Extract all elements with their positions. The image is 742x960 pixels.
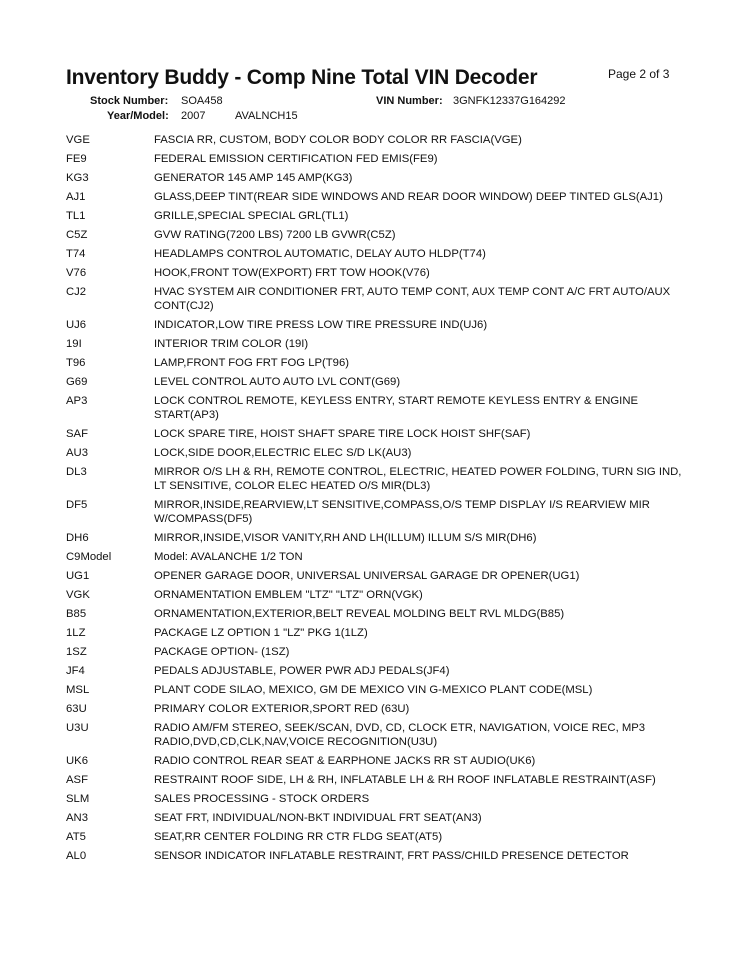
option-description: ORNAMENTATION,EXTERIOR,BELT REVEAL MOLDING BELT RVL MLDG(B85)	[154, 608, 565, 620]
option-description: Model: AVALANCHE 1/2 TON	[154, 551, 303, 563]
option-row	[66, 626, 686, 640]
option-code: MSL	[66, 684, 90, 696]
option-row	[66, 465, 686, 493]
vin-label: VIN Number:	[376, 95, 443, 107]
option-description: LAMP,FRONT FOG FRT FOG LP(T96)	[154, 357, 350, 369]
option-description: MIRROR,INSIDE,VISOR VANITY,RH AND LH(ILLUM) ILLUM S/S MIR(DH6)	[154, 532, 537, 544]
option-description: LOCK,SIDE DOOR,ELECTRIC ELEC S/D LK(AU3)	[154, 447, 412, 459]
option-code: 1LZ	[66, 627, 86, 639]
option-row	[66, 550, 686, 564]
option-row	[66, 171, 686, 185]
year-value: 2007	[181, 110, 206, 122]
option-code: VGK	[66, 589, 90, 601]
option-description: RADIO AM/FM STEREO, SEEK/SCAN, DVD, CD, CLOCK ETR, NAVIGATION, VOICE REC, MP3 RADIO,DVD,CD,CLK,NAV,VOICE RECOGNITION(U3U)	[154, 722, 646, 748]
option-code: ASF	[66, 774, 88, 786]
option-code: DF5	[66, 499, 88, 511]
option-row	[66, 830, 686, 844]
option-row	[66, 446, 686, 460]
option-code: AP3	[66, 395, 88, 407]
option-description: LOCK SPARE TIRE, HOIST SHAFT SPARE TIRE LOCK HOIST SHF(SAF)	[154, 428, 531, 440]
option-description: OPENER GARAGE DOOR, UNIVERSAL UNIVERSAL GARAGE DR OPENER(UG1)	[154, 570, 580, 582]
option-row	[66, 427, 686, 441]
option-code: C5Z	[66, 229, 88, 241]
option-description: GLASS,DEEP TINT(REAR SIDE WINDOWS AND REAR DOOR WINDOW) DEEP TINTED GLS(AJ1)	[154, 191, 663, 203]
option-row	[66, 683, 686, 697]
option-description: MIRROR O/S LH & RH, REMOTE CONTROL, ELECTRIC, HEATED POWER FOLDING, TURN SIG IND, LT SENSITIVE, COLOR ELEC HEATED O/S MIR(DL3)	[154, 466, 682, 492]
option-description: HEADLAMPS CONTROL AUTOMATIC, DELAY AUTO HLDP(T74)	[154, 248, 486, 260]
option-row	[66, 152, 686, 166]
option-description: GRILLE,SPECIAL SPECIAL GRL(TL1)	[154, 210, 349, 222]
option-description: SALES PROCESSING - STOCK ORDERS	[154, 793, 370, 805]
option-code: SLM	[66, 793, 90, 805]
option-code: AL0	[66, 850, 87, 862]
option-code: AN3	[66, 812, 88, 824]
option-row	[66, 773, 686, 787]
option-description: FASCIA RR, CUSTOM, BODY COLOR BODY COLOR RR FASCIA(VGE)	[154, 134, 522, 146]
option-row	[66, 190, 686, 204]
option-description: FEDERAL EMISSION CERTIFICATION FED EMIS(FE9)	[154, 153, 438, 165]
option-description: SENSOR INDICATOR INFLATABLE RESTRAINT, FRT PASS/CHILD PRESENCE DETECTOR	[154, 850, 629, 862]
option-code: 63U	[66, 703, 87, 715]
option-row	[66, 531, 686, 545]
option-row	[66, 247, 686, 261]
option-description: GVW RATING(7200 LBS) 7200 LB GVWR(C5Z)	[154, 229, 396, 241]
option-row	[66, 569, 686, 583]
option-row	[66, 356, 686, 370]
option-row	[66, 588, 686, 602]
stock-label: Stock Number:	[90, 95, 169, 107]
option-code: DH6	[66, 532, 89, 544]
option-row	[66, 721, 686, 749]
option-code: TL1	[66, 210, 86, 222]
option-code-list	[66, 133, 686, 868]
option-code: DL3	[66, 466, 87, 478]
year-label: Year/Model:	[107, 110, 169, 122]
option-description: PEDALS ADJUSTABLE, POWER PWR ADJ PEDALS(JF4)	[154, 665, 450, 677]
option-code: UJ6	[66, 319, 87, 331]
option-description: PRIMARY COLOR EXTERIOR,SPORT RED (63U)	[154, 703, 410, 715]
option-code: T74	[66, 248, 86, 260]
option-description: INTERIOR TRIM COLOR (19I)	[154, 338, 309, 350]
option-row	[66, 754, 686, 768]
option-code: AT5	[66, 831, 86, 843]
option-code: B85	[66, 608, 87, 620]
option-row	[66, 849, 686, 863]
option-row	[66, 133, 686, 147]
option-description: SEAT,RR CENTER FOLDING RR CTR FLDG SEAT(AT5)	[154, 831, 443, 843]
option-description: PACKAGE LZ OPTION 1 "LZ" PKG 1(1LZ)	[154, 627, 368, 639]
option-row	[66, 394, 686, 422]
option-row	[66, 702, 686, 716]
option-description: ORNAMENTATION EMBLEM "LTZ" "LTZ" ORN(VGK)	[154, 589, 423, 601]
option-code: VGE	[66, 134, 90, 146]
option-description: GENERATOR 145 AMP 145 AMP(KG3)	[154, 172, 353, 184]
vin-value: 3GNFK12337G164292	[453, 95, 566, 107]
option-description: LOCK CONTROL REMOTE, KEYLESS ENTRY, START REMOTE KEYLESS ENTRY & ENGINE START(AP3)	[154, 395, 639, 421]
option-code: U3U	[66, 722, 89, 734]
option-code: FE9	[66, 153, 87, 165]
option-description: INDICATOR,LOW TIRE PRESS LOW TIRE PRESSURE IND(UJ6)	[154, 319, 488, 331]
option-description: SEAT FRT, INDIVIDUAL/NON-BKT INDIVIDUAL FRT SEAT(AN3)	[154, 812, 482, 824]
option-row	[66, 209, 686, 223]
page-title: Inventory Buddy - Comp Nine Total VIN Decoder	[66, 66, 538, 89]
option-code: CJ2	[66, 286, 87, 298]
model-value: AVALNCH15	[235, 110, 298, 122]
option-description: RESTRAINT ROOF SIDE, LH & RH, INFLATABLE LH & RH ROOF INFLATABLE RESTRAINT(ASF)	[154, 774, 656, 786]
option-code: T96	[66, 357, 86, 369]
option-description: PLANT CODE SILAO, MEXICO, GM DE MEXICO VIN G-MEXICO PLANT CODE(MSL)	[154, 684, 593, 696]
option-row	[66, 664, 686, 678]
option-code: 1SZ	[66, 646, 87, 658]
option-row	[66, 375, 686, 389]
stock-value: SOA458	[181, 95, 223, 107]
option-row	[66, 811, 686, 825]
option-code: UG1	[66, 570, 90, 582]
option-code: AJ1	[66, 191, 86, 203]
option-row	[66, 792, 686, 806]
option-description: LEVEL CONTROL AUTO AUTO LVL CONT(G69)	[154, 376, 401, 388]
option-row	[66, 228, 686, 242]
option-code: C9Model	[66, 551, 112, 563]
option-description: MIRROR,INSIDE,REARVIEW,LT SENSITIVE,COMPASS,O/S TEMP DISPLAY I/S REARVIEW MIR W/COMPASS(DF5)	[154, 499, 650, 525]
option-code: 19I	[66, 338, 82, 350]
option-row	[66, 285, 686, 313]
option-code: JF4	[66, 665, 85, 677]
option-code: SAF	[66, 428, 88, 440]
option-row	[66, 607, 686, 621]
option-description: HOOK,FRONT TOW(EXPORT) FRT TOW HOOK(V76)	[154, 267, 430, 279]
option-code: AU3	[66, 447, 88, 459]
page-number: Page 2 of 3	[608, 67, 670, 81]
option-code: G69	[66, 376, 88, 388]
option-row	[66, 318, 686, 332]
option-code: V76	[66, 267, 87, 279]
option-code: UK6	[66, 755, 88, 767]
option-row	[66, 645, 686, 659]
option-row	[66, 266, 686, 280]
option-description: PACKAGE OPTION- (1SZ)	[154, 646, 290, 658]
option-description: RADIO CONTROL REAR SEAT & EARPHONE JACKS RR ST AUDIO(UK6)	[154, 755, 536, 767]
option-description: HVAC SYSTEM AIR CONDITIONER FRT, AUTO TEMP CONT, AUX TEMP CONT A/C FRT AUTO/AUX CONT(CJ2)	[154, 286, 671, 312]
option-row	[66, 498, 686, 526]
option-code: KG3	[66, 172, 89, 184]
option-row	[66, 337, 686, 351]
